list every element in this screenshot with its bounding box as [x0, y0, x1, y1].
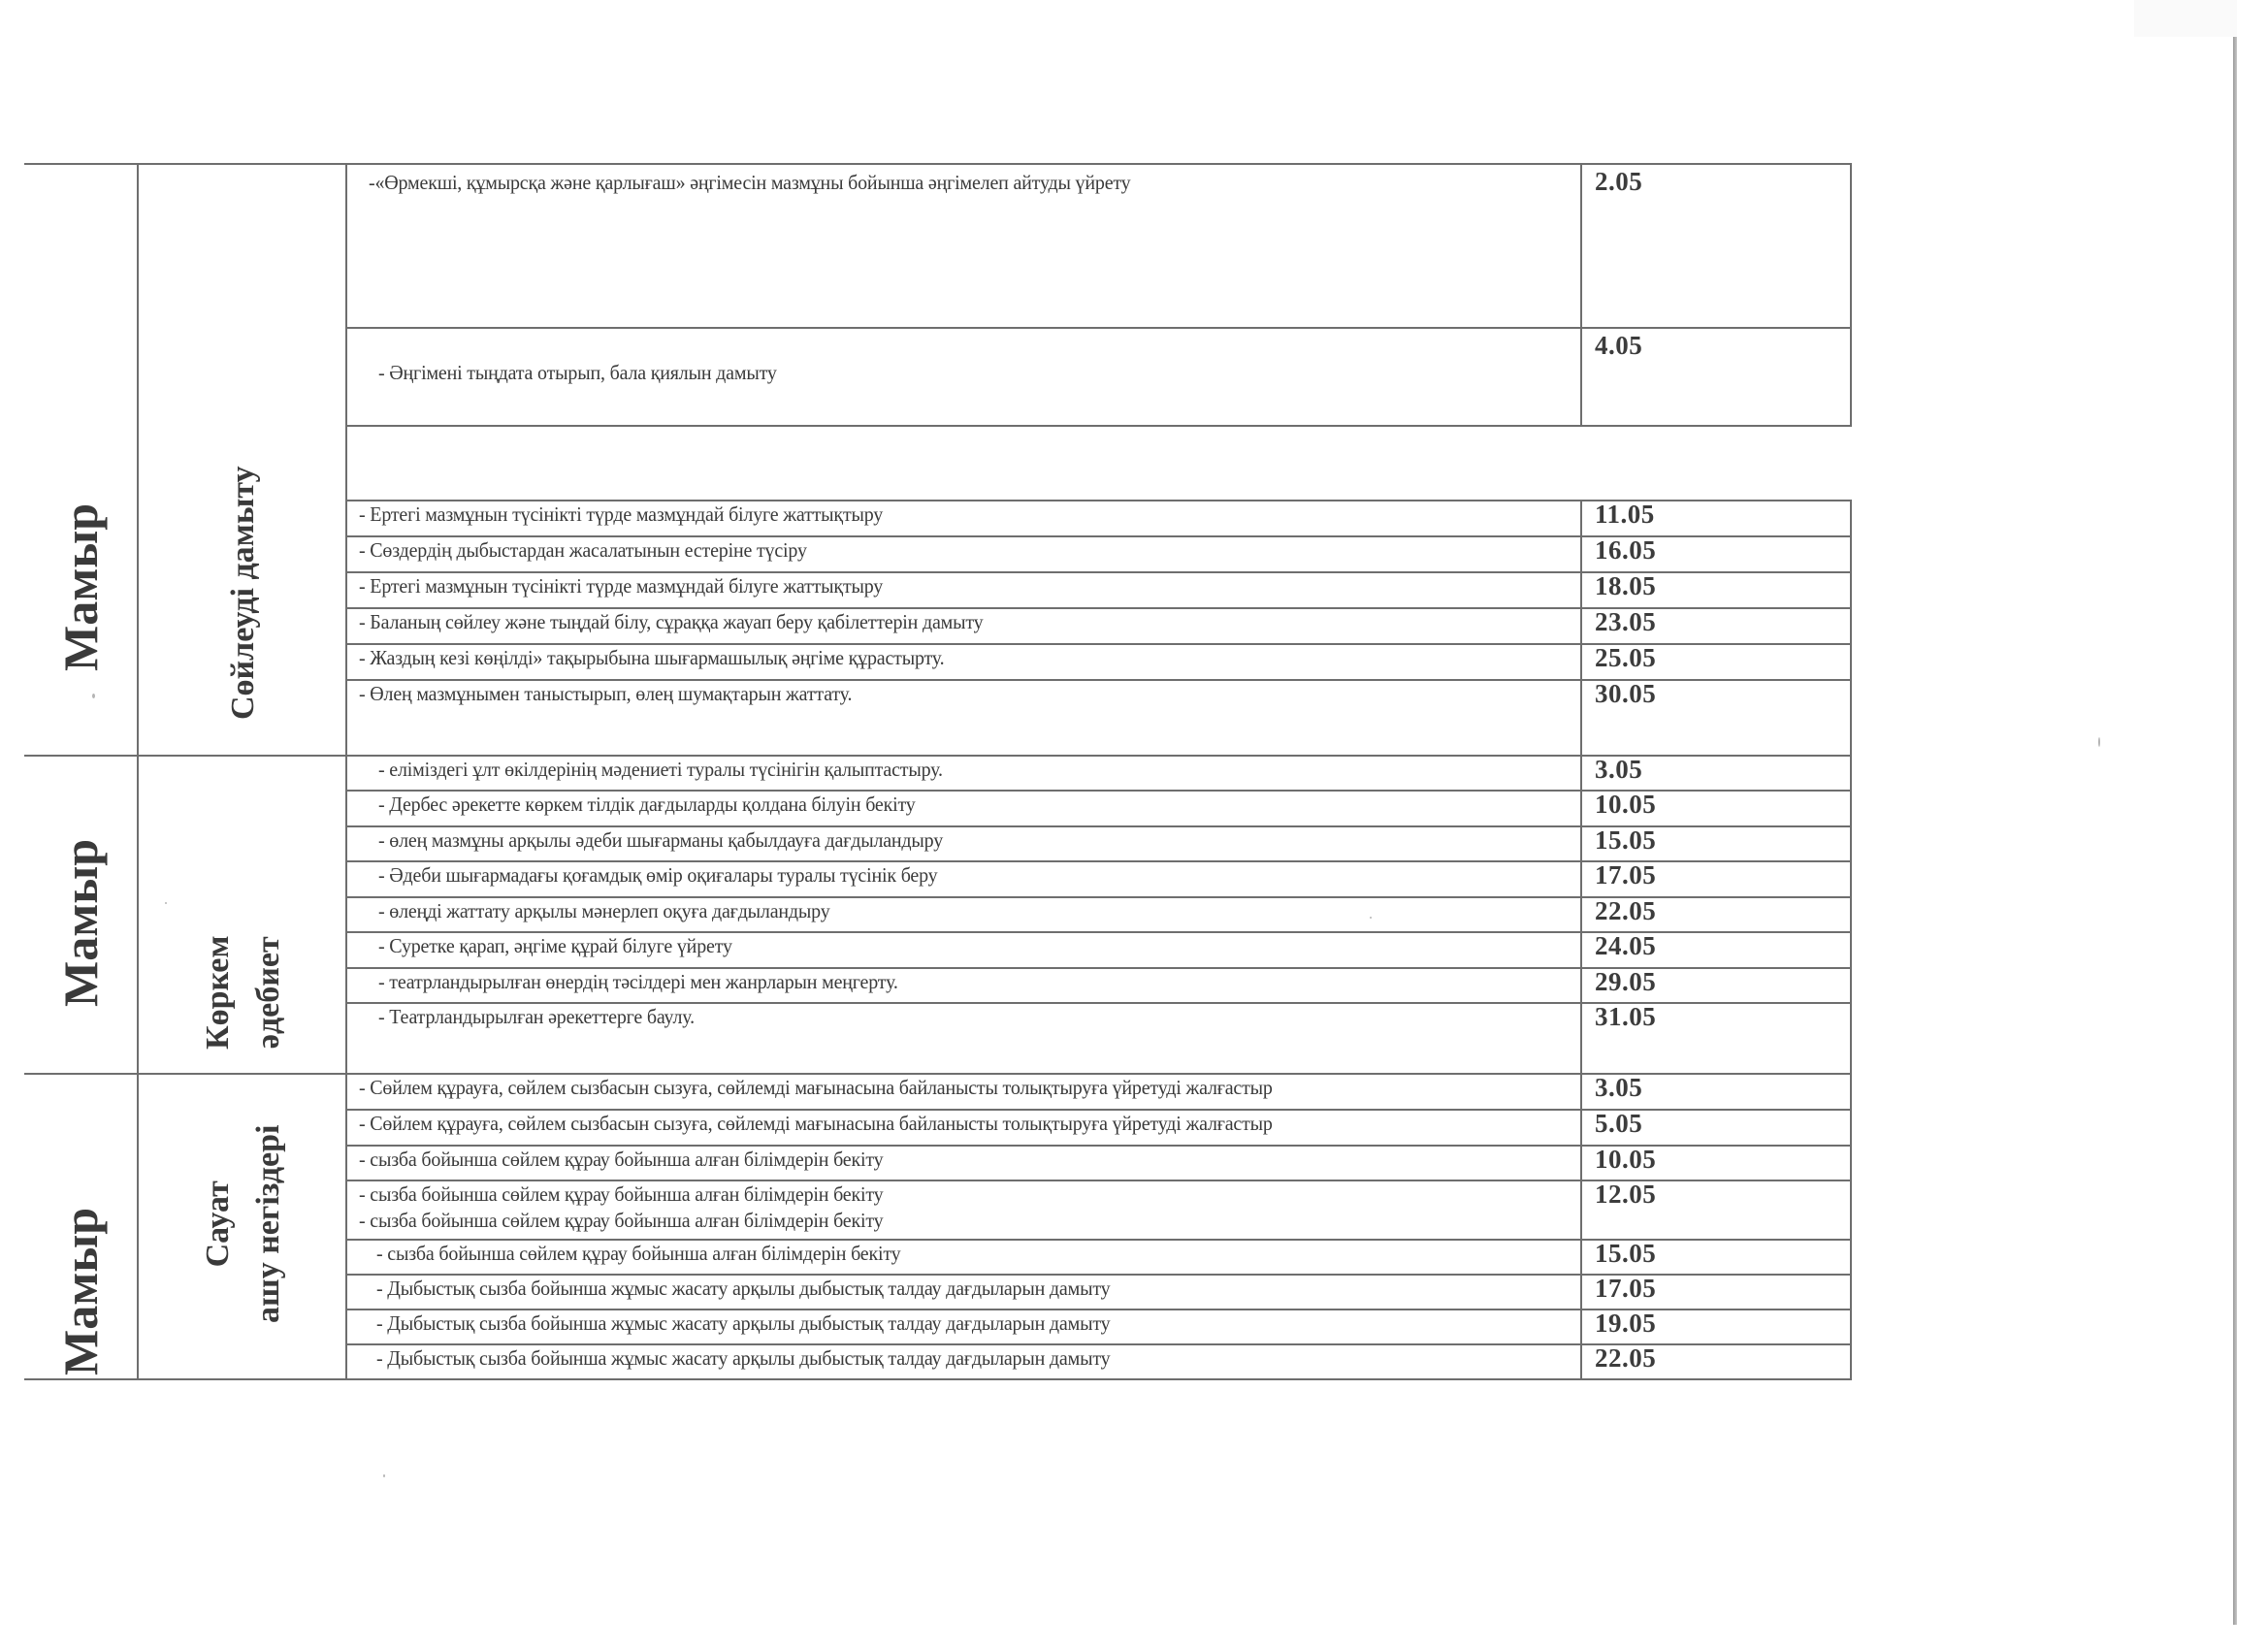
- lesson-date: 29.05: [1595, 967, 1657, 996]
- subject-column-divider: [345, 755, 347, 1075]
- activity-text: - Ертегі мазмұнын түсінікті түрде мазмұндай білуге жаттықтыру: [359, 574, 884, 598]
- subject-label-line: Сөйлеуді дамыту: [224, 466, 261, 720]
- date-column-divider: [1580, 571, 1582, 607]
- month-label: Мамыр: [53, 502, 108, 671]
- table-right-border: [1850, 1180, 1852, 1241]
- scan-speck: [2098, 737, 2100, 747]
- table-right-border: [1850, 755, 1852, 792]
- table-top-border: [345, 163, 1852, 165]
- table-bottom-border: [24, 1378, 1852, 1380]
- lesson-date: 18.05: [1595, 571, 1657, 600]
- date-column-divider: [1580, 896, 1582, 931]
- table-right-border: [1850, 500, 1852, 537]
- lesson-date: 17.05: [1595, 1274, 1657, 1303]
- date-column-divider: [1580, 163, 1582, 327]
- date-column-divider: [1580, 1145, 1582, 1180]
- table-right-border: [1850, 860, 1852, 898]
- lesson-date: 10.05: [1595, 790, 1657, 819]
- activity-text: - Дыбыстық сызба бойынша жұмыс жасату арқылы дыбыстық талдау дағдыларын дамыту: [376, 1277, 1111, 1300]
- lesson-date: 22.05: [1595, 1343, 1657, 1373]
- table-right-border: [1850, 1002, 1852, 1075]
- table-right-border: [1850, 643, 1852, 681]
- section-top-border: [24, 755, 345, 757]
- scan-page-top-shade: [2134, 0, 2237, 37]
- lesson-date: 12.05: [1595, 1180, 1657, 1209]
- subject-column-divider: [345, 1073, 347, 1380]
- lesson-date: 3.05: [1595, 755, 1643, 784]
- date-column-divider: [1580, 1309, 1582, 1343]
- lesson-date: 30.05: [1595, 679, 1657, 708]
- date-column-divider: [1580, 825, 1582, 860]
- lesson-date: 15.05: [1595, 1239, 1657, 1268]
- subject-label-line: ашу негіздері: [249, 1124, 286, 1323]
- section-top-border: [24, 1073, 345, 1075]
- activity-text: - Баланың сөйлеу және тыңдай білу, сұраққа жауап беру қабілеттерін дамыту: [359, 610, 984, 633]
- lesson-date: 3.05: [1595, 1073, 1643, 1102]
- scan-page-edge: [2233, 37, 2237, 1625]
- date-column-divider: [1580, 931, 1582, 967]
- date-column-divider: [1580, 967, 1582, 1002]
- lesson-date: 31.05: [1595, 1002, 1657, 1031]
- date-column-divider: [1580, 1239, 1582, 1274]
- activity-text: - Театрландырылған әрекеттерге баулу.: [378, 1005, 695, 1028]
- table-right-border: [1850, 931, 1852, 969]
- table-right-border: [1850, 1109, 1852, 1147]
- activity-text: - еліміздегі ұлт өкілдерінің мәдениеті туралы түсінігін қалыптастыру.: [378, 758, 943, 781]
- activity-text: - Әдеби шығармадағы қоғамдық өмір оқиғалары туралы түсінік беру: [378, 863, 938, 887]
- table-right-border: [1850, 790, 1852, 827]
- date-column-divider: [1580, 535, 1582, 571]
- activity-text: - Әңгімені тыңдата отырып, бала қиялын дамыту: [378, 361, 777, 384]
- lesson-date: 10.05: [1595, 1145, 1657, 1174]
- activity-text: - Суретке қарап, әңгіме құрай білуге үйрету: [378, 934, 732, 957]
- row-top-border: [345, 327, 1852, 329]
- month-label: Мамыр: [53, 1207, 108, 1375]
- activity-text: - Дыбыстық сызба бойынша жұмыс жасату арқылы дыбыстық талдау дағдыларын дамыту: [376, 1311, 1111, 1335]
- table-right-border: [1850, 607, 1852, 645]
- activity-text: - Өлең мазмұнымен таныстырып, өлең шумақтарын жаттату.: [359, 682, 853, 705]
- date-column-divider: [1580, 1002, 1582, 1073]
- table-right-border: [1850, 163, 1852, 329]
- section-top-border: [24, 163, 345, 165]
- date-column-divider: [1580, 755, 1582, 790]
- date-column-divider: [1580, 500, 1582, 535]
- scan-speck: [92, 694, 95, 698]
- table-right-border: [1850, 327, 1852, 427]
- subject-label-line: әдебиет: [249, 936, 286, 1050]
- date-column-divider: [1580, 860, 1582, 896]
- activity-text: - сызба бойынша сөйлем құрау бойынша алған білімдерін бекіту: [359, 1148, 884, 1171]
- activity-text: - Ертегі мазмұнын түсінікті түрде мазмұндай білуге жаттықтыру: [359, 502, 884, 526]
- date-column-divider: [1580, 790, 1582, 825]
- scan-speck: [1370, 917, 1372, 919]
- date-column-divider: [1580, 327, 1582, 425]
- lesson-date: 16.05: [1595, 535, 1657, 565]
- activity-text: -«Өрмекші, құмырсқа және қарлығаш» әңгімесін мазмұны бойынша әңгімелеп айтуды үйрету: [369, 171, 1131, 194]
- scan-speck: [165, 902, 167, 904]
- date-column-divider: [1580, 1180, 1582, 1239]
- subject-label: [193, 935, 294, 1050]
- lesson-date: 25.05: [1595, 643, 1657, 672]
- month-column-divider: [137, 755, 139, 1073]
- date-column-divider: [1580, 1343, 1582, 1378]
- date-column-divider: [1580, 1109, 1582, 1145]
- activity-text: - Дербес әрекетте көркем тілдік дағдыларды қолдана білуін бекіту: [378, 792, 916, 816]
- lesson-date: 4.05: [1595, 331, 1643, 360]
- activity-text: - өлеңді жаттату арқылы мәнерлеп оқуға дағдыландыру: [378, 899, 830, 922]
- date-column-divider: [1580, 1274, 1582, 1309]
- activity-text: - өлең мазмұны арқылы әдеби шығарманы қабылдауға дағдыландыру: [378, 828, 944, 852]
- table-right-border: [1850, 1073, 1852, 1111]
- table-right-border: [1850, 825, 1852, 862]
- subject-label-line: Көркем: [199, 935, 236, 1050]
- date-column-divider: [1580, 643, 1582, 679]
- scan-speck: [383, 1474, 385, 1477]
- activity-text: - Жаздың кезі көңілді» тақырыбына шығармашылық әңгіме құрастырту.: [359, 646, 945, 669]
- activity-text: - Сөздердің дыбыстардан жасалатынын естеріне түсіру: [359, 538, 807, 562]
- lesson-date: 11.05: [1595, 500, 1655, 529]
- lesson-date: 22.05: [1595, 896, 1657, 925]
- lesson-date: 15.05: [1595, 825, 1657, 855]
- subject-label-line: Сауат: [199, 1180, 236, 1268]
- row-bottom-border: [345, 425, 1852, 427]
- lesson-date: 17.05: [1595, 860, 1657, 889]
- activity-text: - театрландырылған өнердің тәсілдері мен жанрларын меңгерту.: [378, 970, 898, 993]
- table-right-border: [1850, 1274, 1852, 1310]
- table-right-border: [1850, 967, 1852, 1004]
- activity-text: - Сөйлем құрауға, сөйлем сызбасын сызуға, сөйлемді мағынасына байланысты толықтыруға үйретуді жалғастыр: [359, 1112, 1273, 1135]
- date-column-divider: [1580, 679, 1582, 755]
- table-right-border: [1850, 535, 1852, 573]
- subject-label: [219, 466, 268, 720]
- subject-label: [193, 1125, 294, 1323]
- table-right-border: [1850, 1343, 1852, 1380]
- activity-text: - Сөйлем құрауға, сөйлем сызбасын сызуға, сөйлемді мағынасына байланысты толықтыруға үйретуді жалғастыр: [359, 1076, 1273, 1099]
- activity-text: - сызба бойынша сөйлем құрау бойынша алған білімдерін бекіту: [376, 1242, 901, 1265]
- lesson-date: 24.05: [1595, 931, 1657, 960]
- table-right-border: [1850, 1309, 1852, 1345]
- gap-row-left-border: [345, 425, 347, 500]
- activity-text: - сызба бойынша сөйлем құрау бойынша алған білімдерін бекіту: [359, 1182, 884, 1206]
- lesson-date: 19.05: [1595, 1309, 1657, 1338]
- month-column-divider: [137, 1073, 139, 1378]
- lesson-date: 2.05: [1595, 167, 1643, 196]
- lesson-date: 23.05: [1595, 607, 1657, 636]
- table-right-border: [1850, 896, 1852, 933]
- date-column-divider: [1580, 607, 1582, 643]
- table-right-border: [1850, 679, 1852, 757]
- activity-text: - Дыбыстық сызба бойынша жұмыс жасату арқылы дыбыстық талдау дағдыларын дамыту: [376, 1346, 1111, 1370]
- activity-text-second-line: - сызба бойынша сөйлем құрау бойынша алған білімдерін бекіту: [359, 1209, 884, 1232]
- table-right-border: [1850, 571, 1852, 609]
- table-right-border: [1850, 1145, 1852, 1181]
- month-column-divider: [137, 163, 139, 755]
- table-right-border: [1850, 1239, 1852, 1276]
- month-label: Мамыр: [53, 838, 108, 1007]
- date-column-divider: [1580, 1073, 1582, 1109]
- lesson-date: 5.05: [1595, 1109, 1643, 1138]
